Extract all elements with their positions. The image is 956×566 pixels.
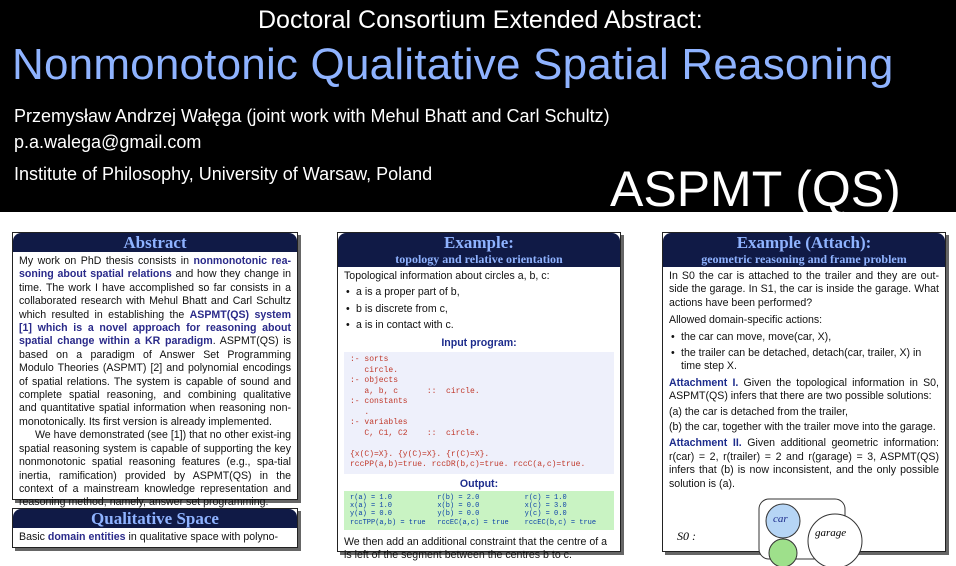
abstract-paragraph-1 xyxy=(19,255,291,429)
qualitative-space-title: Qualitative Space xyxy=(13,509,297,528)
example-intro: Topological information about circles a, b, c: xyxy=(344,270,550,282)
authors: Przemysław Andrzej Wałęga (joint work with Mehul Bhatt and Carl Schultz) xyxy=(14,106,610,126)
garage-circle xyxy=(808,514,862,566)
system-logo: ASPMT (QS) xyxy=(610,161,901,217)
attachment-2-text: Given additional geometric information: r(car) = 2, r(trailer) = 2 and r(garage) = 3, ASPMT(QS) infers that (b) is now inconsistent, and the only possible solution is (a). xyxy=(669,437,939,490)
example-topology-body xyxy=(338,267,620,566)
example-attach-subtitle: geometric reasoning and frame problem xyxy=(701,252,907,266)
abstract-card xyxy=(12,232,298,509)
example-attach-title-text: Example (Attach): xyxy=(736,233,872,252)
diagram-state-label: S0 : xyxy=(677,529,696,543)
example-subtitle: topology and relative orientation xyxy=(395,252,563,266)
code-line: :- constants xyxy=(350,397,408,407)
abstract-text: and how they change in time. The work I have accomplished so far consists in a collaborated research with Mehul Bhatt and Carl Schultz which resulted in establishing the xyxy=(19,268,291,321)
output-value: x(a) = 1.0 xyxy=(350,502,393,511)
abstract-highlight: ASPMT(QS) system [1] which is a novel approach for reasoning about spatial change within a KR paradigm xyxy=(19,308,291,348)
output-value: x(b) = 0.0 xyxy=(437,502,480,511)
qualitative-space-body xyxy=(13,528,297,547)
example-title-text: Example: xyxy=(444,233,514,252)
author-email[interactable]: p.a.walega@gmail.com xyxy=(14,132,202,152)
example-attach-card xyxy=(662,232,946,552)
output-block xyxy=(344,491,614,530)
attach-intro: In S0 the car is attached to the trailer and they are out-side the garage. In S1, the car is inside the garage. What actions have been performed? xyxy=(669,270,939,309)
list-item: • a is in contact with c. xyxy=(346,319,614,332)
institute: Institute of Philosophy, University of Warsaw, Poland xyxy=(14,164,433,184)
qs-text: in qualitative space with polyno- xyxy=(125,531,279,543)
example-followup xyxy=(344,536,614,563)
output-value: y(a) = 0.0 xyxy=(350,510,393,519)
example-topology-card xyxy=(337,232,621,562)
abstract-highlight: nonmonotonic rea-soning about spatial relations xyxy=(19,255,291,281)
output-value: rccEC(a,c) = true xyxy=(437,518,509,527)
input-program-code xyxy=(344,352,614,474)
option-b: (b) the car, together with the trailer move into the garage. xyxy=(669,421,936,434)
header-kicker: Doctoral Consortium Extended Abstract: xyxy=(258,6,703,34)
followup-line: We then add an additional constraint that the centre of a xyxy=(344,535,608,548)
code-line: rccPP(a,b)=true. rccDR(b,c)=true. rccC(a,c)=true. xyxy=(350,460,586,470)
output-value: x(c) = 3.0 xyxy=(524,502,567,511)
followup-line: is left of the segment between the centres b to c. xyxy=(344,549,572,562)
code-line: circle. xyxy=(350,365,399,375)
attachment-1-text: Given the topological information in S0, ASPMT(QS) infers that there are two possible solutions: xyxy=(669,376,939,403)
car-label: car xyxy=(773,513,788,525)
s0-diagram-svg xyxy=(663,495,945,553)
attach-actions-intro: Allowed domain-specific actions: xyxy=(669,314,823,327)
code-line: :- variables xyxy=(350,418,408,428)
output-label: Output: xyxy=(459,477,499,490)
code-line: . xyxy=(350,407,370,417)
poster-header xyxy=(0,0,956,217)
code-line xyxy=(350,439,608,450)
code-line: :- sorts xyxy=(350,355,389,365)
example-topology-title xyxy=(338,233,620,267)
option-a: (a) the car is detached from the trailer, xyxy=(669,405,848,418)
attachment-1 xyxy=(669,377,939,404)
code-line: :- objects xyxy=(350,376,399,386)
output-value: r(b) = 2.0 xyxy=(437,493,480,502)
poster-title: Nonmonotonic Qualitative Spatial Reasoning xyxy=(12,40,894,89)
attachment-2 xyxy=(669,437,939,491)
example-attach-body xyxy=(663,267,945,494)
relation-list xyxy=(346,286,614,332)
output-value: y(c) = 0.0 xyxy=(524,510,567,519)
attachment-2-label: Attachment II. xyxy=(669,437,742,450)
list-item: • a is a proper part of b, xyxy=(346,286,614,299)
code-line: {x(C)=X}. {y(C)=X}. {r(C)=X}. xyxy=(350,449,490,459)
abstract-title: Abstract xyxy=(13,233,297,252)
attachment-1-label: Attachment I. xyxy=(669,376,739,389)
action-list xyxy=(671,331,939,374)
abstract-paragraph-2: We have demonstrated (see [1]) that no other exist-ing spatial reasoning system is capable of supporting the key nonmonotonic spatial reasoning features (e.g., spa-tial inertia, ramification) provided by ASPMT(QS) in the context of a mainstream knowledge representation and reasoning method, namely, answer set programming. xyxy=(19,429,291,509)
code-line: a, b, c :: circle. xyxy=(350,386,480,396)
trailer-circle xyxy=(769,539,797,566)
qs-text: Basic xyxy=(19,531,48,543)
abstract-body xyxy=(13,252,297,513)
s0-diagram xyxy=(663,495,945,553)
input-program-label: Input program: xyxy=(441,336,517,349)
example-attach-title xyxy=(663,233,945,267)
abstract-text: . ASPMT(QS) is based on a paradigm of Answer Set Programming Modulo Theories (ASPMT) [2] and polynomial encodings of spatial relations. The system is capable of sound and complete spatial reasoning, and combining qualitative and quantitative spatial information when reasoning non-monotonically. Its first version is already implemented. xyxy=(19,335,291,428)
qualitative-space-card xyxy=(12,508,298,548)
output-value: r(c) = 1.0 xyxy=(524,493,567,502)
garage-label: garage xyxy=(815,527,847,539)
output-value: y(b) = 0.0 xyxy=(437,510,480,519)
abstract-text: My work on PhD thesis consists in xyxy=(19,255,194,267)
output-value: r(a) = 1.0 xyxy=(350,493,393,502)
output-value: rccEC(b,c) = true xyxy=(524,518,597,527)
list-item: • the car can move, move(car, X), xyxy=(671,331,939,344)
code-line: C, C1, C2 :: circle. xyxy=(350,428,480,438)
list-item: • the trailer can be detached, detach(car, trailer, X) in time step X. xyxy=(671,347,939,374)
output-value: rccTPP(a,b) = true xyxy=(350,518,426,527)
qs-highlight: domain entities xyxy=(47,531,126,543)
list-item: • b is discrete from c, xyxy=(346,303,614,316)
